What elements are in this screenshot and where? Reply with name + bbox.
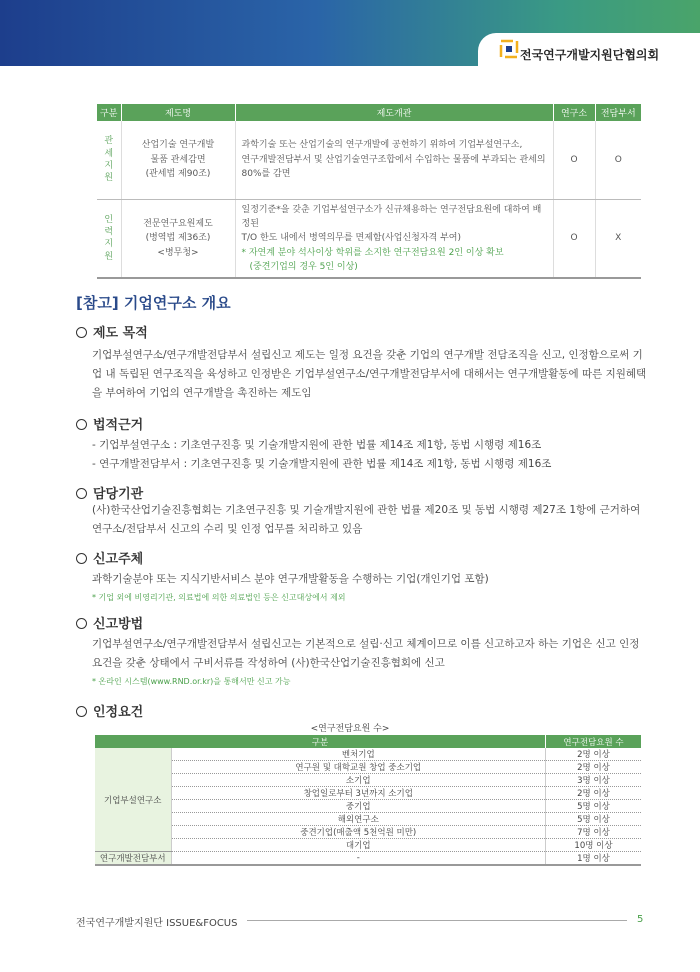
cell-count: 10명 이상 — [546, 839, 642, 852]
table-row — [95, 761, 641, 774]
section-body: (사)한국산업기술진흥협회는 기초연구진흥 및 기술개발지원에 관한 법률 제20조 및 동법 시행령 제27조 1항에 근거하여 연구소/전담부서 신고의 수리 및 인정 업무를 처리하고 있음 — [92, 504, 641, 535]
section-title: 신고주체 — [76, 548, 143, 567]
row-category: 관 세 지 원 — [97, 121, 121, 199]
table-row — [97, 199, 641, 278]
cell-type: - — [171, 852, 546, 866]
cell-count: 2명 이상 — [546, 748, 642, 761]
cell-count: 1명 이상 — [546, 852, 642, 866]
cell-count: 2명 이상 — [546, 787, 642, 800]
table-row — [95, 826, 641, 839]
cell-type: 창업일로부터 3년까지 소기업 — [171, 787, 546, 800]
group-label: 기업부설연구소 — [95, 748, 171, 852]
table-row — [97, 121, 641, 199]
table-row — [95, 839, 641, 852]
cell-count: 2명 이상 — [546, 761, 642, 774]
cell-type: 소기업 — [171, 774, 546, 787]
page-number: 5 — [637, 914, 644, 925]
org-name: 전국연구개발지원단협의회 — [520, 48, 660, 62]
row-dept: X — [595, 199, 641, 278]
footer-divider — [247, 920, 627, 921]
cell-count: 7명 이상 — [546, 826, 642, 839]
section-body: 과학기술분야 또는 지식기반서비스 분야 연구개발활동을 수행하는 기업(개인기업 포함) — [92, 573, 489, 585]
table-row — [95, 852, 641, 866]
cell-count: 3명 이상 — [546, 774, 642, 787]
section-body: 기업부설연구소/연구개발전담부서 설립신고 제도는 일정 요건을 갖춘 기업의 연구개발 전담조직을 신고, 인정함으로써 기업 내 독립된 연구조직을 육성하고 인정받은 기업부설연구소/연구개발전담부서에 대해서는 연구개발활동에 따른 지원혜택을 부여하여 기업의 연구개발을 촉진하는 제도임 — [92, 349, 647, 399]
section-title: 제도 목적 — [76, 322, 148, 341]
col-header: 구분 — [95, 735, 546, 748]
col-header: 구분 — [97, 104, 121, 121]
circle-bullet-icon — [76, 327, 87, 338]
col-header: 제도개관 — [235, 104, 553, 121]
row-name: 산업기술 연구개발 물품 관세감면 (관세법 제90조) — [121, 121, 235, 199]
section-body-line: - 연구개발전담부서 : 기초연구진흥 및 기술개발지원에 관한 법률 제14조 제1항, 동법 시행령 제16조 — [92, 458, 552, 470]
row-desc: 과학기술 또는 산업기술의 연구개발에 공헌하기 위하여 기업부설연구소, 연구개발전담부서 및 산업기술연구조합에서 수입하는 물품에 부과되는 관세의 80%를 감면 — [235, 121, 553, 199]
circle-bullet-icon — [76, 618, 87, 629]
footer-title: 전국연구개발지원단 ISSUE&FOCUS — [76, 918, 238, 929]
table-row — [95, 800, 641, 813]
row-name: 전문연구요원제도 (병역법 제36조) <병무청> — [121, 199, 235, 278]
staff-requirement-table — [95, 735, 641, 866]
circle-bullet-icon — [76, 706, 87, 717]
section-title: 담당기관 — [76, 483, 143, 502]
row-category: 인 력 지 원 — [97, 199, 121, 278]
row-desc: 일정기준*을 갖춘 기업부설연구소가 신규채용하는 연구전담요원에 대하여 배정된 T/O 한도 내에서 병역의무를 면제함(사업신청자격 부여) * 자연계 분야 석사이상 학위를 소지한 연구전담요원 2인 이상 확보 (중견기업의 경우 5인 이상) — [235, 199, 553, 278]
cell-count: 5명 이상 — [546, 813, 642, 826]
cell-type: 벤처기업 — [171, 748, 546, 761]
cell-count: 5명 이상 — [546, 800, 642, 813]
table-row — [95, 787, 641, 800]
section-title: 인정요건 — [76, 701, 143, 720]
section-title: 신고방법 — [76, 613, 143, 632]
cell-type: 중견기업(매출액 5천억원 미만) — [171, 826, 546, 839]
col-header: 제도명 — [121, 104, 235, 121]
col-header: 연구소 — [553, 104, 595, 121]
support-table — [97, 104, 641, 279]
cell-type: 대기업 — [171, 839, 546, 852]
row-lab: O — [553, 121, 595, 199]
section-body-line: - 기업부설연구소 : 기초연구진흥 및 기술개발지원에 관한 법률 제14조 제1항, 동법 시행령 제16조 — [92, 439, 542, 451]
table-caption: <연구전담요원 수> — [310, 724, 390, 734]
col-header: 연구전담요원 수 — [546, 735, 642, 748]
cell-type: 중기업 — [171, 800, 546, 813]
org-logo-icon — [498, 38, 520, 60]
row-dept: O — [595, 121, 641, 199]
section-note: * 온라인 시스템(www.RND.or.kr)을 통해서만 신고 가능 — [92, 677, 291, 686]
cell-type: 해외연구소 — [171, 813, 546, 826]
table-row — [95, 748, 641, 761]
group-label: 연구개발전담부서 — [95, 852, 171, 866]
section-title: 법적근거 — [76, 414, 143, 433]
circle-bullet-icon — [76, 488, 87, 499]
cell-type: 연구원 및 대학교원 창업 중소기업 — [171, 761, 546, 774]
reference-title: [참고] 기업연구소 개요 — [76, 294, 231, 312]
circle-bullet-icon — [76, 553, 87, 564]
circle-bullet-icon — [76, 419, 87, 430]
section-note: * 기업 외에 비영리기관, 의료법에 의한 의료법인 등은 신고대상에서 제외 — [92, 593, 346, 602]
row-lab: O — [553, 199, 595, 278]
section-body: 기업부설연구소/연구개발전담부서 설립신고는 기본적으로 설립·신고 체계이므로 이를 신고하고자 하는 기업은 신고 인정 요건을 갖춘 상태에서 구비서류를 작성하여 (사)한국산업기술진흥협회에 신고 — [92, 638, 640, 669]
col-header: 전담부서 — [595, 104, 641, 121]
table-row — [95, 813, 641, 826]
table-row — [95, 774, 641, 787]
